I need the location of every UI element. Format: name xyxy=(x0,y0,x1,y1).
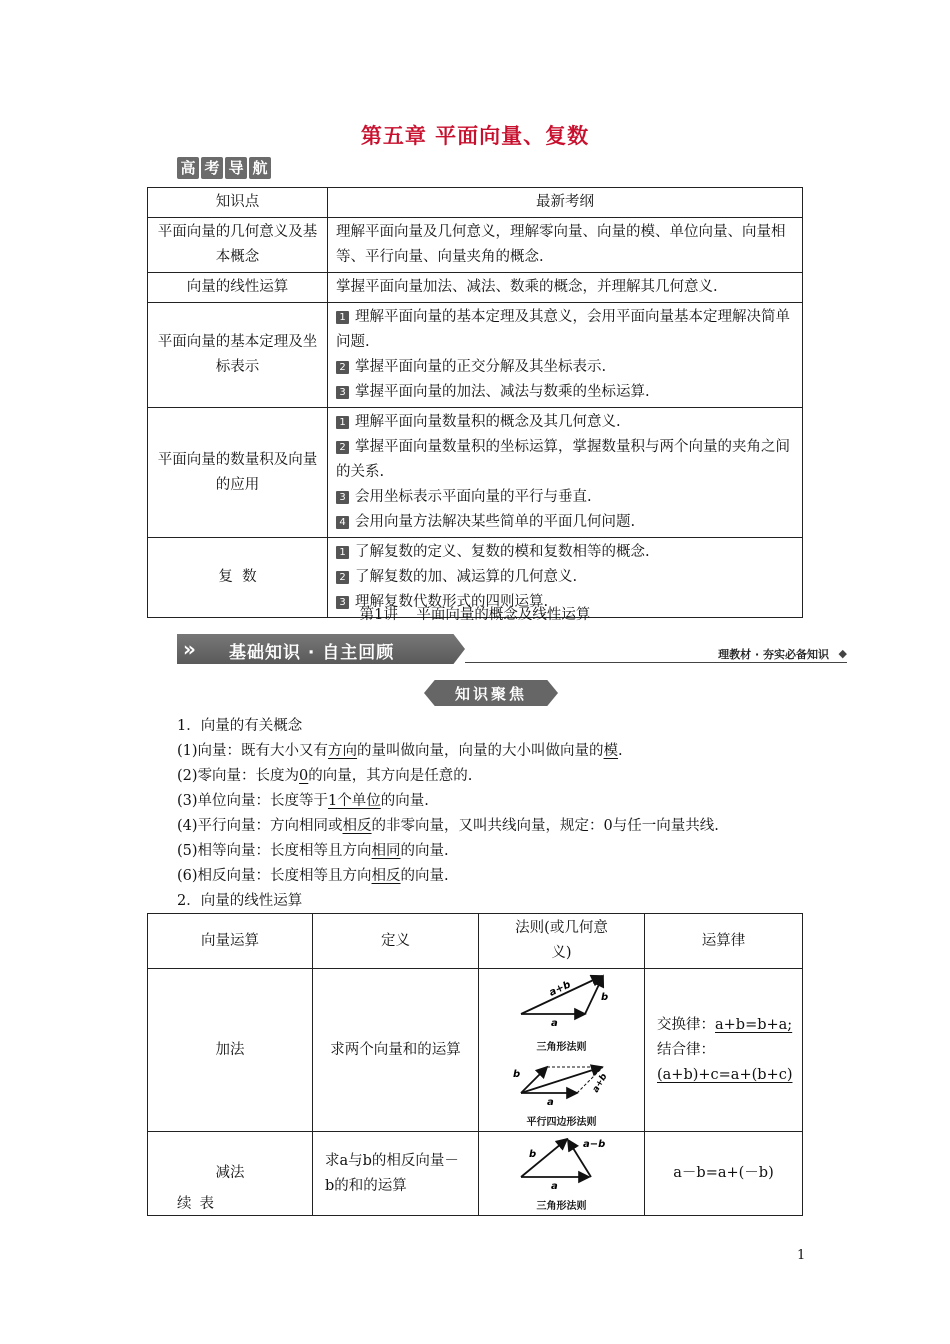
header-op: 向量运算 xyxy=(148,914,313,969)
number-2-icon: 2 xyxy=(336,361,349,374)
table-row xyxy=(148,273,803,303)
banner-subtitle: 理教材 · 夯实必备知识 xyxy=(718,648,829,661)
syllabus-cell: 1 理解平面向量的基本定理及其意义，会用平面向量基本定理解决简单问题. 2 掌握平面向量的正交分解及其坐标表示. 3 掌握平面向量的加法、减法与数乘的坐标运算. xyxy=(328,303,803,408)
svg-text:b: b xyxy=(512,1069,520,1080)
page-number: 1 xyxy=(797,1248,806,1263)
header-topic: 知识点 xyxy=(148,188,328,218)
knowledge-focus-label: 知识聚焦 xyxy=(424,680,558,706)
linear-ops-table xyxy=(147,913,803,1216)
badge-char: 导 xyxy=(225,157,247,179)
gaokao-guide-badge xyxy=(177,157,271,179)
topic-cell: 向量的线性运算 xyxy=(148,273,328,303)
op-cell: 减法 xyxy=(148,1132,313,1216)
rule-cell xyxy=(479,1132,645,1216)
svg-text:a: a xyxy=(550,1181,558,1191)
parallelogram-rule-diagram xyxy=(507,1055,617,1107)
svg-text:a: a xyxy=(546,1097,554,1107)
rule-cell xyxy=(479,969,645,1132)
table-row xyxy=(148,218,803,273)
subtraction-triangle-diagram xyxy=(507,1133,617,1191)
law-cell: 交换律：a+b=b+a; 结合律：(a+b)+c=a+(b+c) xyxy=(645,969,803,1132)
double-chevron-icon: » xyxy=(183,637,196,661)
section-heading: 1．向量的有关概念 xyxy=(177,718,303,734)
concept-item: (5)相等向量：长度相等且方向相同的向量. xyxy=(177,843,449,859)
continued-label: 续表 xyxy=(177,1196,222,1212)
table-header-row xyxy=(148,914,803,969)
number-2-icon: 2 xyxy=(336,441,349,454)
table-row xyxy=(148,408,803,538)
concept-item: (3)单位向量：长度等于1个单位的向量. xyxy=(177,793,429,809)
chapter-title: 第五章 平面向量、复数 xyxy=(360,124,590,148)
number-3-icon: 3 xyxy=(336,596,349,609)
figure-caption: 平行四边形法则 xyxy=(526,1117,597,1128)
number-3-icon: 3 xyxy=(336,491,349,504)
table-row xyxy=(148,969,803,1132)
op-cell: 加法 xyxy=(148,969,313,1132)
banner-title: 基础知识 · 自主回顾 xyxy=(229,643,395,663)
header-law: 运算律 xyxy=(645,914,803,969)
number-3-icon: 3 xyxy=(336,386,349,399)
triangle-rule-diagram xyxy=(507,970,617,1032)
svg-text:b: b xyxy=(600,992,608,1003)
svg-text:b: b xyxy=(528,1149,536,1160)
def-cell: 求a与b的相反向量－b的和的运算 xyxy=(313,1132,479,1216)
svg-text:a−b: a−b xyxy=(582,1139,605,1150)
badge-char: 航 xyxy=(249,157,271,179)
svg-text:a+b: a+b xyxy=(547,979,572,999)
law-cell: a－b=a+(－b) xyxy=(645,1132,803,1216)
figure-caption: 三角形法则 xyxy=(536,1201,587,1212)
header-syllabus: 最新考纲 xyxy=(328,188,803,218)
concept-item: (2)零向量：长度为0的向量，其方向是任意的. xyxy=(177,768,473,784)
def-cell: 求两个向量和的运算 xyxy=(313,969,479,1132)
number-1-icon: 1 xyxy=(336,311,349,324)
section-heading: 2．向量的线性运算 xyxy=(177,893,303,909)
header-rule: 法则(或几何意义) xyxy=(479,914,645,969)
syllabus-cell: 理解平面向量及几何意义，理解零向量、向量的模、单位向量、向量相等、平行向量、向量夹角的概念. xyxy=(328,218,803,273)
diamond-icon: ◆ xyxy=(838,647,847,660)
badge-char: 高 xyxy=(177,157,199,179)
svg-text:a: a xyxy=(550,1018,558,1029)
concept-item: (4)平行向量：方向相同或相反的非零向量，又叫共线向量，规定：0与任一向量共线. xyxy=(177,818,719,834)
figure-caption: 三角形法则 xyxy=(536,1042,587,1053)
syllabus-cell: 1 了解复数的定义、复数的模和复数相等的概念. 2 了解复数的加、减运算的几何意义. 3 理解复数代数形式的四则运算. xyxy=(328,538,803,618)
concept-item: (6)相反向量：长度相等且方向相反的向量. xyxy=(177,868,449,884)
number-2-icon: 2 xyxy=(336,571,349,584)
table-row xyxy=(148,1132,803,1216)
svg-text:a+b: a+b xyxy=(590,1072,610,1095)
section-banner xyxy=(177,634,847,666)
number-1-icon: 1 xyxy=(336,416,349,429)
header-def: 定义 xyxy=(313,914,479,969)
badge-char: 考 xyxy=(201,157,223,179)
syllabus-cell: 1 理解平面向量数量积的概念及其几何意义. 2 掌握平面向量数量积的坐标运算，掌握数量积与两个向量的夹角之间的关系. 3 会用坐标表示平面向量的平行与垂直. 4 会用向量方法解决某些简单的平面几何问题. xyxy=(328,408,803,538)
topic-cell: 平面向量的几何意义及基本概念 xyxy=(148,218,328,273)
table-row xyxy=(148,303,803,408)
topic-cell: 平面向量的数量积及向量的应用 xyxy=(148,408,328,538)
syllabus-cell: 掌握平面向量加法、减法、数乘的概念，并理解其几何意义. xyxy=(328,273,803,303)
number-4-icon: 4 xyxy=(336,516,349,529)
topic-cell: 平面向量的基本定理及坐标表示 xyxy=(148,303,328,408)
outline-table xyxy=(147,187,803,618)
topic-cell: 复 数 xyxy=(148,538,328,618)
number-1-icon: 1 xyxy=(336,546,349,559)
lecture-title: 第1讲 平面向量的概念及线性运算 xyxy=(359,607,591,623)
concept-item: (1)向量：既有大小又有方向的量叫做向量，向量的大小叫做向量的模. xyxy=(177,743,623,759)
table-header-row xyxy=(148,188,803,218)
